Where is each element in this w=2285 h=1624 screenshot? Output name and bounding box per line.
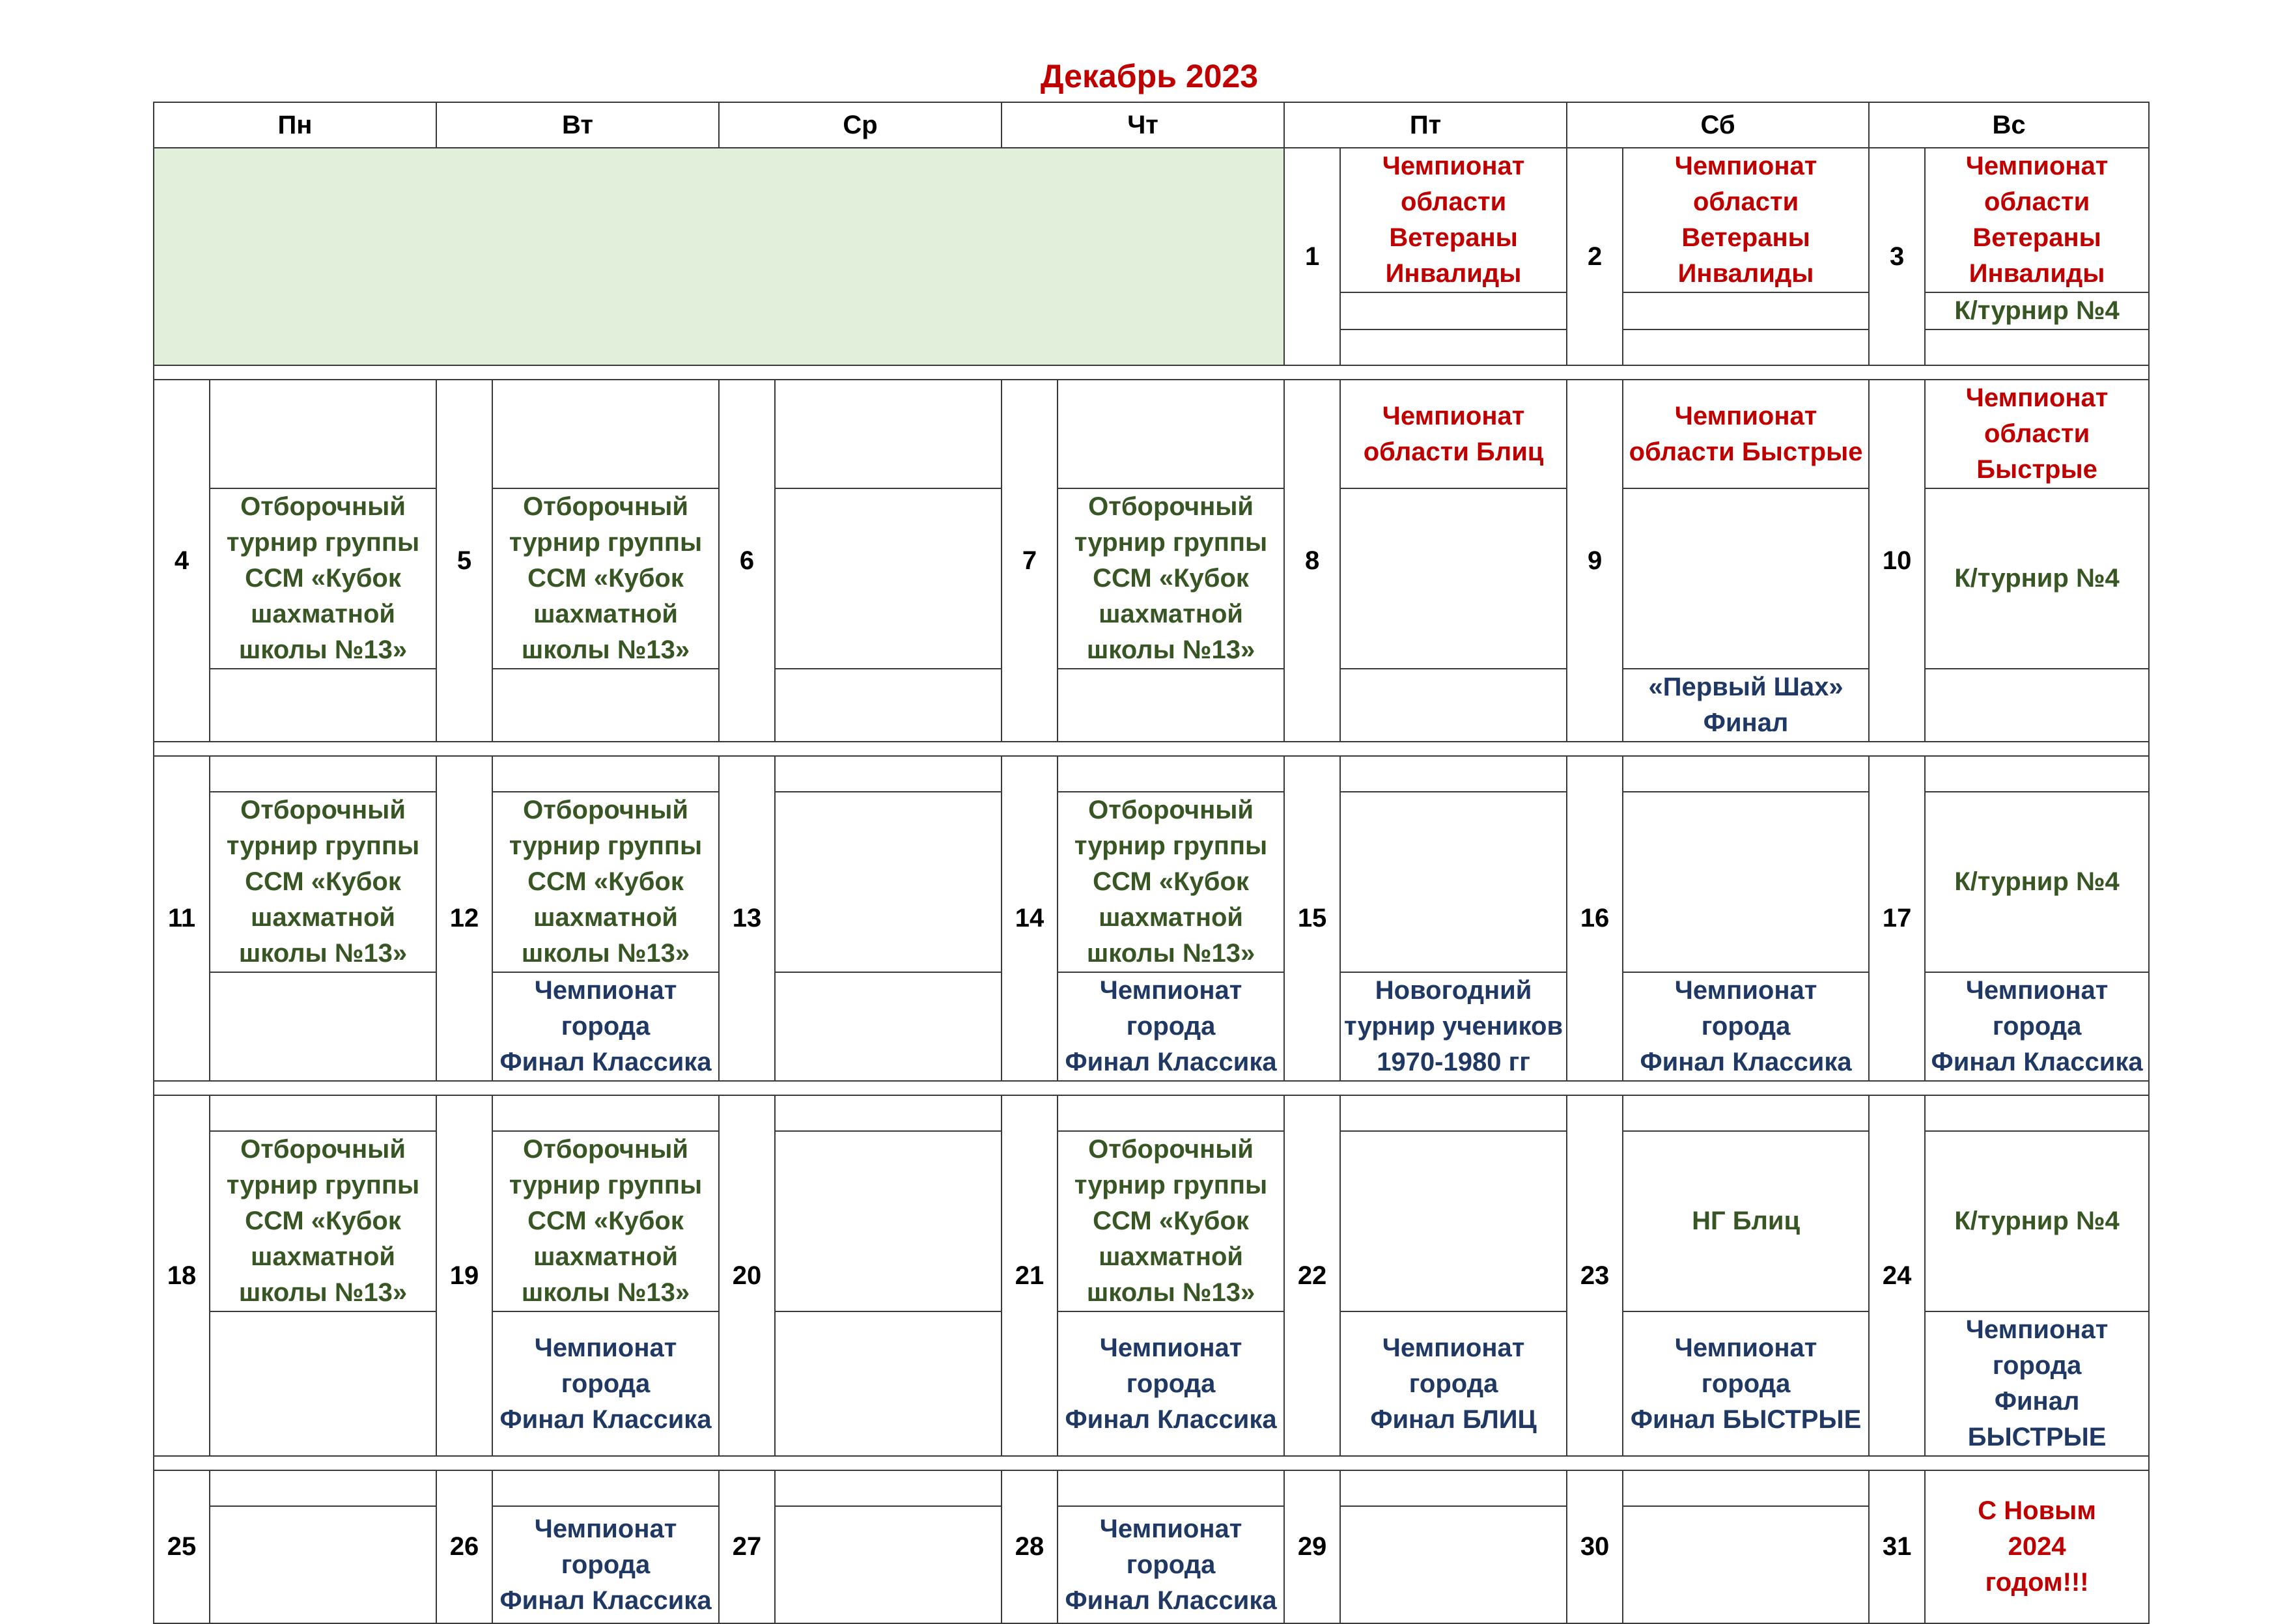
day-21-slot xyxy=(1058,1095,1284,1131)
day-number-2: 2 xyxy=(1567,148,1623,365)
day-number-14: 14 xyxy=(1002,756,1058,1081)
day-11-slot xyxy=(210,756,436,792)
event-text: Отборочный турнир группы ССМ «Кубок шахматной школы №13» xyxy=(1074,492,1268,664)
weekday-fri: Пт xyxy=(1284,102,1567,148)
day-number-13: 13 xyxy=(719,756,775,1081)
day-2-event xyxy=(1623,148,1869,292)
day-number-3: 3 xyxy=(1869,148,1925,365)
day-14-event xyxy=(1058,792,1284,972)
day-number-18: 18 xyxy=(154,1095,210,1456)
week-gap xyxy=(154,742,2149,756)
gap-cell xyxy=(154,365,2149,380)
week-gap xyxy=(154,1081,2149,1095)
day-11-slot xyxy=(210,972,436,1081)
day-12-slot xyxy=(492,756,719,792)
week-3-row-a xyxy=(154,756,2149,792)
day-28-slot xyxy=(1058,1470,1284,1506)
day-number-27: 27 xyxy=(719,1470,775,1623)
day-5-slot xyxy=(492,380,719,488)
day-19-event-2 xyxy=(492,1311,719,1456)
day-17-event-2 xyxy=(1925,972,2149,1081)
day-16-event xyxy=(1623,972,1869,1081)
event-text: К/турнир №4 xyxy=(1954,867,2120,896)
event-text: Чемпионат города Финал Классика xyxy=(499,976,712,1076)
day-number-29: 29 xyxy=(1284,1470,1340,1623)
day-9-slot xyxy=(1623,488,1869,669)
day-18-event xyxy=(210,1131,436,1311)
day-30-slot xyxy=(1623,1470,1869,1506)
day-24-event xyxy=(1925,1131,2149,1311)
event-text: «Первый Шах» Финал xyxy=(1648,673,1843,737)
gap-cell xyxy=(154,1456,2149,1470)
event-text: Чемпионат города Финал БЫСТРЫЕ xyxy=(1630,1333,1862,1434)
day-22-slot xyxy=(1340,1095,1567,1131)
weekday-mon: Пн xyxy=(154,102,436,148)
event-text: Отборочный турнир группы ССМ «Кубок шахматной школы №13» xyxy=(509,492,703,664)
day-3-slot xyxy=(1925,329,2149,365)
day-9-event xyxy=(1623,380,1869,488)
day-1-slot xyxy=(1340,329,1567,365)
day-22-event xyxy=(1340,1311,1567,1456)
day-18-slot xyxy=(210,1095,436,1131)
day-number-5: 5 xyxy=(436,380,492,742)
day-24-event-2 xyxy=(1925,1311,2149,1456)
calendar-title: Декабрь 2023 xyxy=(1040,58,1259,94)
day-14-slot xyxy=(1058,756,1284,792)
day-8-slot xyxy=(1340,488,1567,669)
event-text: Отборочный турнир группы ССМ «Кубок шахматной школы №13» xyxy=(1074,1135,1268,1307)
day-27-slot xyxy=(775,1506,1002,1623)
day-number-31: 31 xyxy=(1869,1470,1925,1623)
day-21-event-2 xyxy=(1058,1311,1284,1456)
greeting-text: С Новым 2024 годом!!! xyxy=(1978,1496,2096,1597)
day-18-slot xyxy=(210,1311,436,1456)
day-15-slot xyxy=(1340,756,1567,792)
gap-cell xyxy=(154,742,2149,756)
day-4-slot xyxy=(210,380,436,488)
day-21-event xyxy=(1058,1131,1284,1311)
day-19-slot xyxy=(492,1095,719,1131)
day-number-10: 10 xyxy=(1869,380,1925,742)
weekday-sun: Вс xyxy=(1869,102,2149,148)
day-number-17: 17 xyxy=(1869,756,1925,1081)
day-number-30: 30 xyxy=(1567,1470,1623,1623)
event-text: Чемпионат области Быстрые xyxy=(1965,384,2109,484)
day-1-event xyxy=(1340,148,1567,292)
event-text: Отборочный турнир группы ССМ «Кубок шахматной школы №13» xyxy=(226,492,420,664)
day-5-event xyxy=(492,488,719,669)
day-23-event xyxy=(1623,1131,1869,1311)
day-20-slot xyxy=(775,1131,1002,1311)
new-year-greeting xyxy=(1925,1470,2149,1623)
day-20-slot xyxy=(775,1095,1002,1131)
gap-cell xyxy=(154,1081,2149,1095)
event-text: Чемпионат области Ветераны Инвалиды xyxy=(1965,152,2109,288)
day-3-event xyxy=(1925,148,2149,292)
day-4-event xyxy=(210,488,436,669)
day-20-slot xyxy=(775,1311,1002,1456)
event-text: К/турнир №4 xyxy=(1954,564,2120,593)
day-2-slot xyxy=(1623,292,1869,329)
day-16-slot xyxy=(1623,792,1869,972)
day-8-event xyxy=(1340,380,1567,488)
day-6-slot xyxy=(775,669,1002,742)
event-text: Чемпионат города Финал Классика xyxy=(1640,976,1852,1076)
event-text: НГ Блиц xyxy=(1692,1207,1801,1235)
day-number-12: 12 xyxy=(436,756,492,1081)
day-15-slot xyxy=(1340,792,1567,972)
event-text: Отборочный турнир группы ССМ «Кубок шахматной школы №13» xyxy=(226,796,420,968)
event-text: Чемпионат города Финал Классика xyxy=(499,1333,712,1434)
day-22-slot xyxy=(1340,1131,1567,1311)
event-text: Чемпионат области Быстрые xyxy=(1629,401,1863,466)
day-number-6: 6 xyxy=(719,380,775,742)
day-7-slot xyxy=(1058,380,1284,488)
day-13-slot xyxy=(775,972,1002,1081)
day-number-1: 1 xyxy=(1284,148,1340,365)
event-text: Чемпионат города Финал БЛИЦ xyxy=(1370,1333,1537,1434)
event-text: Отборочный турнир группы ССМ «Кубок шахматной школы №13» xyxy=(509,1135,703,1307)
day-number-9: 9 xyxy=(1567,380,1623,742)
day-6-slot xyxy=(775,488,1002,669)
day-25-slot xyxy=(210,1470,436,1506)
event-text: Чемпионат области Блиц xyxy=(1363,401,1544,466)
day-number-24: 24 xyxy=(1869,1095,1925,1456)
day-7-event xyxy=(1058,488,1284,669)
week-4-row-a xyxy=(154,1095,2149,1131)
event-text: Чемпионат города Финал Классика xyxy=(1931,976,2143,1076)
weekday-thu: Чт xyxy=(1002,102,1284,148)
event-text: Чемпионат области Ветераны Инвалиды xyxy=(1382,152,1525,288)
event-text: Чемпионат города Финал Классика xyxy=(1065,976,1277,1076)
calendar-grid xyxy=(153,102,2150,1624)
event-text: Чемпионат города Финал Классика xyxy=(1065,1333,1277,1434)
week-gap xyxy=(154,1456,2149,1470)
day-29-slot xyxy=(1340,1506,1567,1623)
week-2-row-a xyxy=(154,380,2149,488)
day-17-event xyxy=(1925,792,2149,972)
day-7-slot xyxy=(1058,669,1284,742)
day-26-event xyxy=(492,1506,719,1623)
week-1-row-a xyxy=(154,148,2149,292)
day-number-23: 23 xyxy=(1567,1095,1623,1456)
day-26-slot xyxy=(492,1470,719,1506)
day-number-21: 21 xyxy=(1002,1095,1058,1456)
event-text: К/турнир №4 xyxy=(1954,296,2120,325)
day-11-event xyxy=(210,792,436,972)
day-number-4: 4 xyxy=(154,380,210,742)
event-text: Отборочный турнир группы ССМ «Кубок шахматной школы №13» xyxy=(509,796,703,968)
day-number-28: 28 xyxy=(1002,1470,1058,1623)
day-14-event-2 xyxy=(1058,972,1284,1081)
day-13-slot xyxy=(775,756,1002,792)
day-number-20: 20 xyxy=(719,1095,775,1456)
day-number-19: 19 xyxy=(436,1095,492,1456)
weekday-header-row xyxy=(154,102,2149,148)
day-10-event-2 xyxy=(1925,488,2149,669)
day-5-slot xyxy=(492,669,719,742)
day-10-event xyxy=(1925,380,2149,488)
event-text: Чемпионат города Финал Классика xyxy=(499,1514,712,1615)
day-15-event xyxy=(1340,972,1567,1081)
day-27-slot xyxy=(775,1470,1002,1506)
day-25-slot xyxy=(210,1506,436,1623)
day-number-8: 8 xyxy=(1284,380,1340,742)
day-28-event xyxy=(1058,1506,1284,1623)
day-number-22: 22 xyxy=(1284,1095,1340,1456)
day-16-slot xyxy=(1623,756,1869,792)
day-12-event xyxy=(492,792,719,972)
day-29-slot xyxy=(1340,1470,1567,1506)
day-1-slot xyxy=(1340,292,1567,329)
weekday-sat: Сб xyxy=(1567,102,1869,148)
day-30-slot xyxy=(1623,1506,1869,1623)
day-9-event-2 xyxy=(1623,669,1869,742)
day-number-7: 7 xyxy=(1002,380,1058,742)
event-text: Новогодний турнир учеников 1970-1980 гг xyxy=(1344,976,1563,1076)
week-gap xyxy=(154,365,2149,380)
event-text: Чемпионат города Финал БЫСТРЫЕ xyxy=(1965,1315,2109,1451)
day-13-slot xyxy=(775,792,1002,972)
week-5-row-a xyxy=(154,1470,2149,1506)
day-23-event-2 xyxy=(1623,1311,1869,1456)
weekday-tue: Вт xyxy=(436,102,719,148)
day-number-11: 11 xyxy=(154,756,210,1081)
day-number-16: 16 xyxy=(1567,756,1623,1081)
day-4-slot xyxy=(210,669,436,742)
day-8-slot xyxy=(1340,669,1567,742)
event-text: Чемпионат области Ветераны Инвалиды xyxy=(1674,152,1817,288)
day-number-25: 25 xyxy=(154,1470,210,1623)
event-text: Отборочный турнир группы ССМ «Кубок шахматной школы №13» xyxy=(226,1135,420,1307)
day-number-26: 26 xyxy=(436,1470,492,1623)
empty-days-block xyxy=(154,148,1284,365)
event-text: Чемпионат города Финал Классика xyxy=(1065,1514,1277,1615)
day-12-event-2 xyxy=(492,972,719,1081)
day-number-15: 15 xyxy=(1284,756,1340,1081)
day-24-slot xyxy=(1925,1095,2149,1131)
day-6-slot xyxy=(775,380,1002,488)
event-text: К/турнир №4 xyxy=(1954,1207,2120,1235)
day-17-slot xyxy=(1925,756,2149,792)
day-10-slot xyxy=(1925,669,2149,742)
day-2-slot xyxy=(1623,329,1869,365)
day-19-event xyxy=(492,1131,719,1311)
event-text: Отборочный турнир группы ССМ «Кубок шахматной школы №13» xyxy=(1074,796,1268,968)
weekday-wed: Ср xyxy=(719,102,1002,148)
day-23-slot xyxy=(1623,1095,1869,1131)
day-3-event-2 xyxy=(1925,292,2149,329)
